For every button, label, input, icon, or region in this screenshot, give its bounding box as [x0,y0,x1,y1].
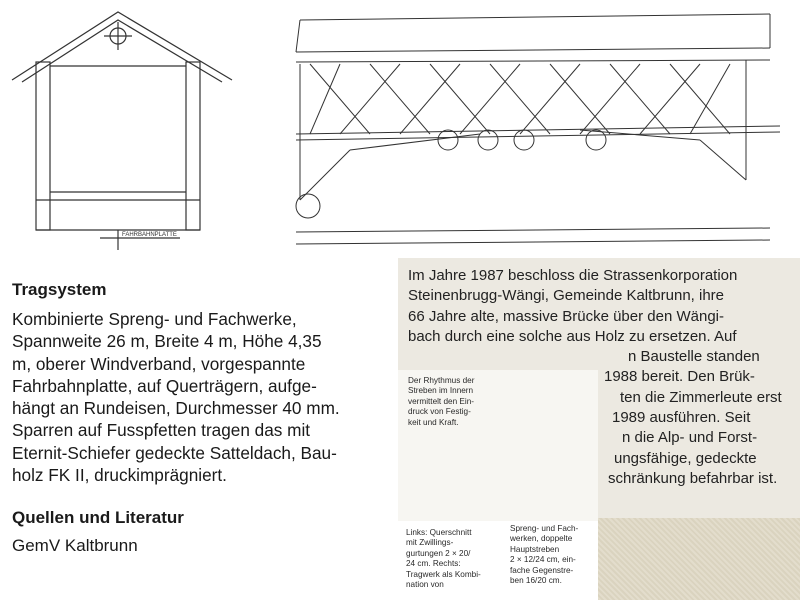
cross-section-drawing [12,12,232,250]
tragsystem-heading: Tragsystem [12,280,107,299]
tragsystem-line: Sparren auf Fusspfetten tragen das mit [12,420,311,441]
caption-line: fache Gegenstre- [510,565,574,575]
caption-line: 24 cm. Rechts: [406,559,461,569]
tragsystem-line: Kombinierte Spreng- und Fachwerke, [12,309,297,329]
history-line: 1989 ausführen. Seit [612,409,751,427]
quellen-heading: Quellen und Literatur [12,508,184,528]
history-line: 1988 bereit. Den Brük- [604,368,755,386]
caption-card-top [398,370,598,525]
history-line: ten die Zimmerleute erst [620,388,782,406]
tragsystem-line: hängt an Rundeisen, Durchmesser 40 mm. [12,398,340,419]
caption-links [406,528,481,590]
history-line: n Baustelle standen [628,348,760,366]
caption-rhythmus [408,376,474,428]
tragsystem-line: holz FK II, druckimprägniert. [12,465,227,486]
history-line: schränkung befahrbar ist. [608,469,778,487]
tragsystem-section [12,280,384,556]
history-line: Im Jahre 1987 beschloss die Strassenkorporation [408,267,738,284]
caption-line: druck von Festig- [408,407,471,417]
caption-line: ben 16/20 cm. [510,576,562,586]
caption-line: 2 × 12/24 cm, ein- [510,555,576,565]
bridge-drawings [0,0,800,258]
caption-line: keit und Kraft. [408,417,459,427]
tragsystem-line: Fahrbahnplatte, auf Querträgern, aufge- [12,375,317,396]
tragsystem-body [12,308,384,486]
fahrbahnplatte-label: FAHRBAHNPLATTE [122,232,177,238]
tragsystem-line: m, oberer Windverband, vorgespannte [12,353,306,374]
history-line: Steinenbrugg-Wängi, Gemeinde Kaltbrunn, ihre [408,287,725,305]
caption-line: Links: Querschnitt [406,528,472,537]
history-panel [398,258,800,600]
tragsystem-line: Eternit-Schiefer gedeckte Satteldach, Bau- [12,442,337,463]
history-line: 66 Jahre alte, massive Brücke über den Wängi- [408,307,724,325]
caption-line: Streben im Innern [408,386,474,396]
caption-line: werken, doppelte [510,534,573,544]
truss-elevation-drawing [296,14,780,244]
history-line: n die Alp- und Forst- [622,429,758,447]
history-line: ungsfähige, gedeckte [614,449,757,467]
history-line: bach durch eine solche aus Holz zu ersetzen. Auf [408,327,737,345]
caption-line: Hauptstreben [510,544,560,554]
caption-spreng [510,524,578,586]
caption-line: Spreng- und Fach- [510,524,579,533]
caption-line: Der Rhythmus der [408,376,475,385]
caption-line: Tragwerk als Kombi- [406,569,481,579]
quellen-item: GemV Kaltbrunn [12,536,138,556]
caption-line: mit Zwillings- [406,538,454,548]
quellen-section [12,508,384,556]
caption-line: vermittelt den Ein- [408,396,474,406]
caption-line: gurtungen 2 × 20/ [406,548,471,558]
tragsystem-line: Spannweite 26 m, Breite 4 m, Höhe 4,35 [12,331,322,352]
caption-line: nation von [406,580,444,590]
